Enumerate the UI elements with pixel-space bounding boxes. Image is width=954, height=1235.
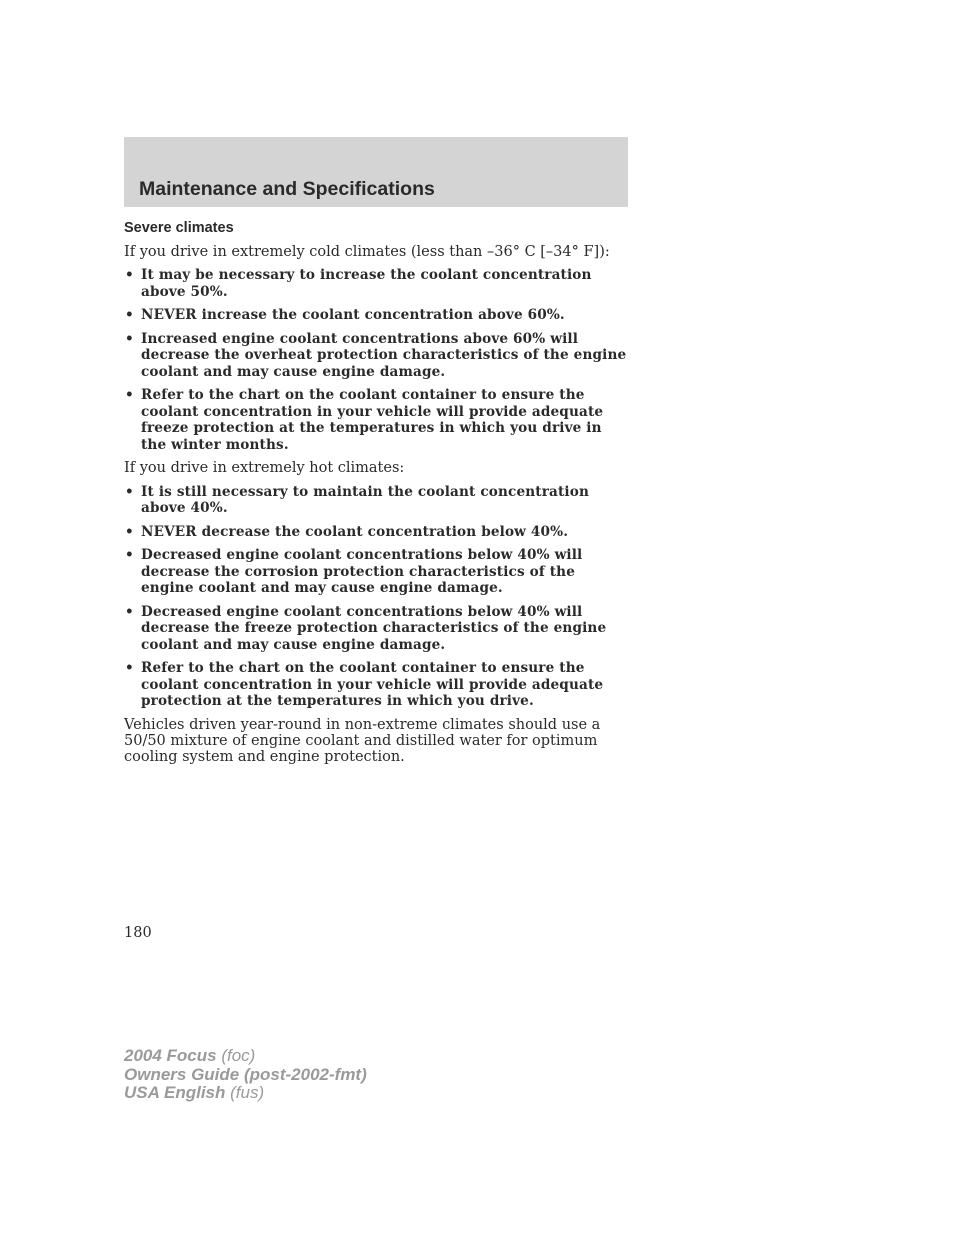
closing-paragraph: Vehicles driven year-round in non-extreme climates should use a 50/50 mixture of engine coolant and distilled water for optimum cooling system and engine protection.: [124, 716, 601, 766]
section-header-band: [124, 137, 628, 207]
footer-model-code: (foc): [221, 1046, 256, 1065]
footer-line-language: [124, 1084, 367, 1103]
footer-language: USA English: [124, 1083, 226, 1102]
footer-line-guide: [124, 1066, 367, 1085]
list-item: • Decreased engine coolant concentrations below 40% will decrease the freeze protection characteristics of the engine coolant and may cause engine damage.: [124, 604, 630, 654]
hot-climate-list: [124, 484, 630, 710]
hot-climate-intro: If you drive in extremely hot climates:: [124, 460, 405, 476]
page-number: 180: [124, 925, 152, 941]
list-item: • NEVER increase the coolant concentration above 60%.: [124, 307, 630, 324]
section-heading: Severe climates: [124, 220, 234, 236]
footer-model: 2004 Focus: [124, 1046, 217, 1065]
footer-line-model: [124, 1047, 367, 1066]
list-item: • It is still necessary to maintain the coolant concentration above 40%.: [124, 484, 630, 517]
list-item: • Decreased engine coolant concentrations below 40% will decrease the corrosion protection characteristics of the engine coolant and may cause engine damage.: [124, 547, 630, 597]
list-item: • Refer to the chart on the coolant container to ensure the coolant concentration in your vehicle will provide adequate protection at the temperatures in which you drive.: [124, 660, 630, 710]
list-item: • Increased engine coolant concentrations above 60% will decrease the overheat protection characteristics of the engine coolant and may cause engine damage.: [124, 331, 630, 381]
list-item: • Refer to the chart on the coolant container to ensure the coolant concentration in your vehicle will provide adequate freeze protection at the temperatures in which you drive in the winter months.: [124, 387, 630, 453]
cold-climate-list: [124, 267, 630, 453]
document-footer: [124, 1047, 367, 1103]
page-content: [124, 220, 630, 765]
footer-language-code: (fus): [230, 1083, 265, 1102]
footer-guide: Owners Guide (post-2002-fmt): [124, 1064, 367, 1084]
cold-climate-intro: If you drive in extremely cold climates (less than –36° C [–34° F]):: [124, 243, 610, 260]
page-title: Maintenance and Specifications: [139, 178, 435, 200]
list-item: • NEVER decrease the coolant concentration below 40%.: [124, 524, 630, 541]
list-item: • It may be necessary to increase the coolant concentration above 50%.: [124, 267, 630, 300]
